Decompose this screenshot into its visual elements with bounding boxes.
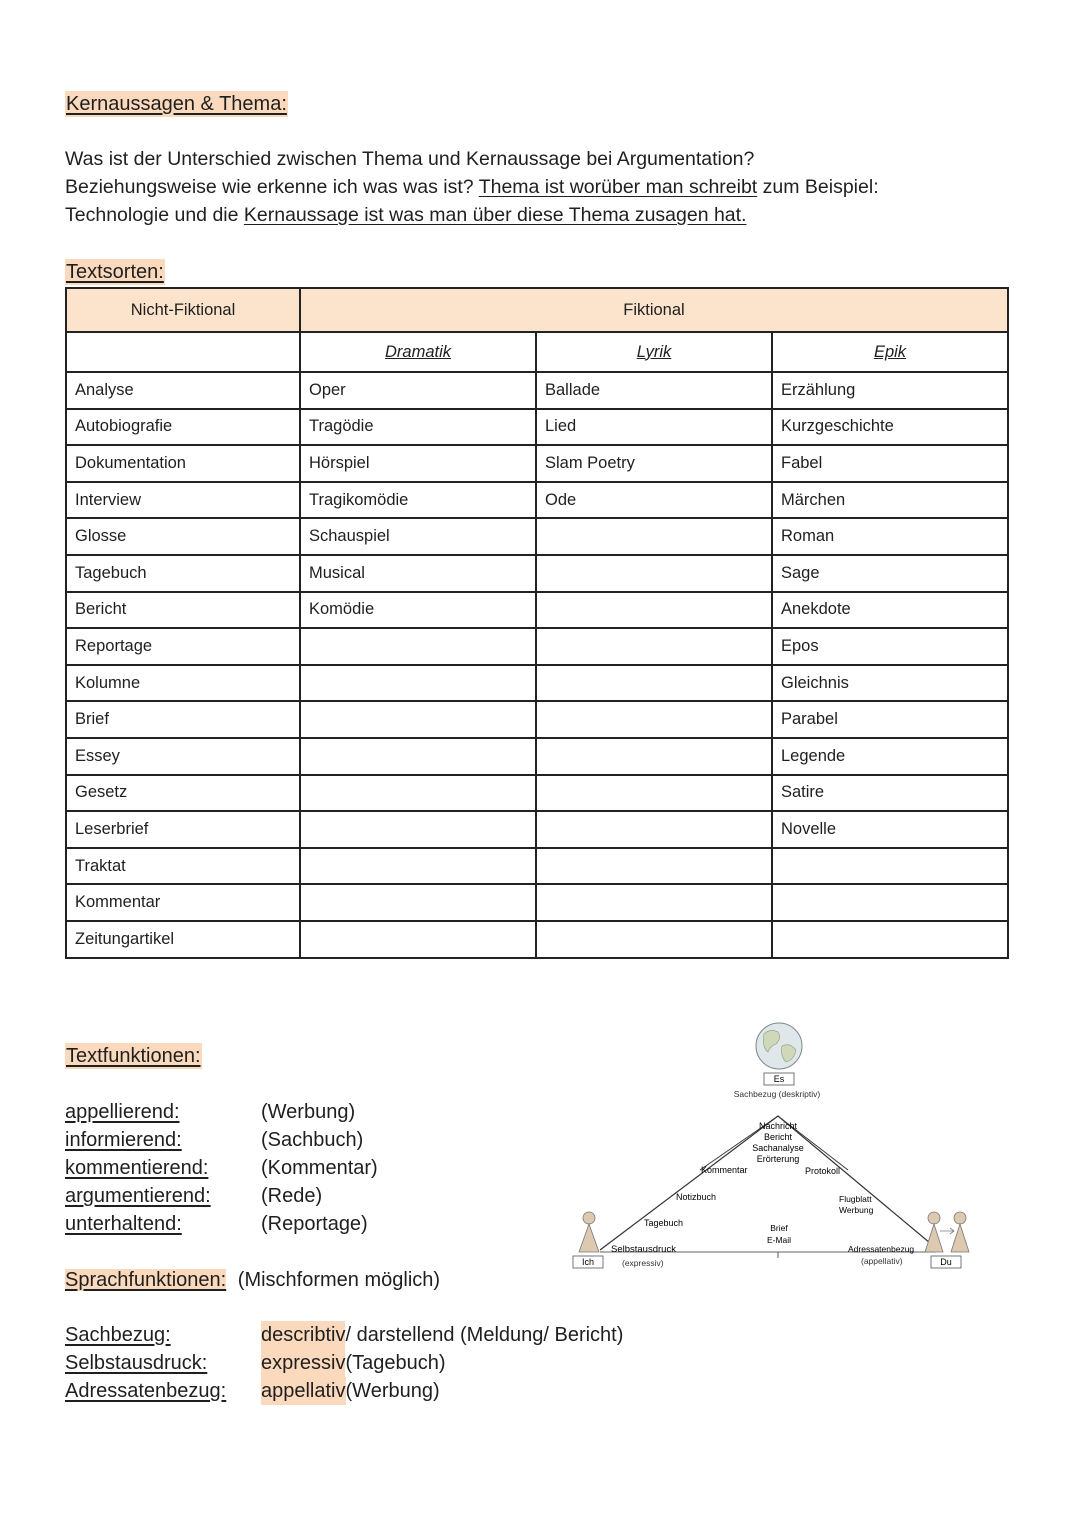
cell-nichtfiktional: Interview bbox=[66, 482, 300, 519]
sprachfunktionen-row bbox=[65, 1267, 440, 1293]
cell-nichtfiktional: Reportage bbox=[66, 628, 300, 665]
cell-lyrik bbox=[536, 848, 772, 885]
globe-icon bbox=[756, 1023, 802, 1069]
cell-dramatik: Oper bbox=[300, 372, 536, 409]
expressiv-label: (expressiv) bbox=[622, 1258, 664, 1268]
table-row bbox=[66, 738, 1008, 775]
sub-epik: Epik bbox=[772, 332, 1008, 372]
du-label: Du bbox=[940, 1257, 952, 1267]
cell-dramatik bbox=[300, 775, 536, 812]
cell-epik: Anekdote bbox=[772, 592, 1008, 629]
flugblatt-label: Flugblatt bbox=[839, 1194, 872, 1204]
bericht-label: Bericht bbox=[763, 1132, 793, 1142]
cell-dramatik: Schauspiel bbox=[300, 518, 536, 555]
cell-epik: Epos bbox=[772, 628, 1008, 665]
cell-dramatik: Komödie bbox=[300, 592, 536, 629]
brief-label: Brief bbox=[770, 1223, 788, 1233]
cell-nichtfiktional: Dokumentation bbox=[66, 445, 300, 482]
cell-dramatik bbox=[300, 701, 536, 738]
textsorten-heading: Textsorten: bbox=[66, 261, 164, 283]
kommentar-label: Kommentar bbox=[701, 1165, 748, 1175]
sub-lyrik: Lyrik bbox=[536, 332, 772, 372]
es-label: Es bbox=[773, 1074, 785, 1084]
kernaussage-definition: Kernaussage ist was man über diese Thema zusagen hat. bbox=[243, 204, 747, 226]
intro-paragraph bbox=[65, 145, 1025, 229]
cell-epik: Sage bbox=[772, 555, 1008, 592]
cell-nichtfiktional: Gesetz bbox=[66, 775, 300, 812]
cell-dramatik: Hörspiel bbox=[300, 445, 536, 482]
list-item: kommentierend: (Kommentar) bbox=[65, 1157, 378, 1179]
cell-lyrik: Lied bbox=[536, 409, 772, 446]
sachbezug-label: Sachbezug (deskriptiv) bbox=[733, 1089, 821, 1099]
cell-epik: Novelle bbox=[772, 811, 1008, 848]
cell-nichtfiktional: Essey bbox=[66, 738, 300, 775]
table-row bbox=[66, 518, 1008, 555]
sub-dramatik: Dramatik bbox=[300, 332, 536, 372]
header-fiktional: Fiktional bbox=[300, 288, 1008, 332]
cell-lyrik bbox=[536, 701, 772, 738]
cell-nichtfiktional: Traktat bbox=[66, 848, 300, 885]
cell-lyrik: Ode bbox=[536, 482, 772, 519]
table-row bbox=[66, 884, 1008, 921]
cell-lyrik bbox=[536, 775, 772, 812]
table-row bbox=[66, 555, 1008, 592]
cell-lyrik bbox=[536, 518, 772, 555]
werbung-label: Werbung bbox=[839, 1205, 874, 1215]
cell-lyrik: Ballade bbox=[536, 372, 772, 409]
du-persons-icon bbox=[925, 1212, 969, 1252]
cell-dramatik bbox=[300, 738, 536, 775]
cell-epik: Erzählung bbox=[772, 372, 1008, 409]
nachricht-label: Nachricht bbox=[758, 1121, 798, 1131]
list-item: unterhaltend: (Reportage) bbox=[65, 1213, 368, 1235]
sprachfunktionen-heading: Sprachfunktionen: bbox=[65, 1269, 227, 1291]
sprachfunktionen-list bbox=[65, 1321, 623, 1405]
protokoll-label: Protokoll bbox=[805, 1166, 841, 1176]
cell-epik: Parabel bbox=[772, 701, 1008, 738]
cell-dramatik: Musical bbox=[300, 555, 536, 592]
cell-dramatik bbox=[300, 628, 536, 665]
cell-lyrik bbox=[536, 921, 772, 958]
eroerterung-label: Erörterung bbox=[756, 1154, 800, 1164]
cell-nichtfiktional: Kommentar bbox=[66, 884, 300, 921]
email-label: E-Mail bbox=[766, 1235, 792, 1245]
intro-line-3: Technologie und die Kernaussage ist was man über diese Thema zusagen hat. bbox=[65, 204, 747, 226]
table-row bbox=[66, 592, 1008, 629]
cell-dramatik bbox=[300, 884, 536, 921]
list-item: informierend: (Sachbuch) bbox=[65, 1129, 364, 1151]
cell-dramatik bbox=[300, 811, 536, 848]
table-row bbox=[66, 848, 1008, 885]
ich-label: Ich bbox=[581, 1257, 595, 1267]
header-nicht-fiktional: Nicht-Fiktional bbox=[66, 288, 300, 332]
cell-epik: Satire bbox=[772, 775, 1008, 812]
cell-epik: Legende bbox=[772, 738, 1008, 775]
list-item: Sachbezug: describtiv / darstellend (Meldung/ Bericht) bbox=[65, 1321, 623, 1349]
cell-epik: Gleichnis bbox=[772, 665, 1008, 702]
cell-epik bbox=[772, 921, 1008, 958]
table-row bbox=[66, 482, 1008, 519]
cell-lyrik bbox=[536, 592, 772, 629]
table-row bbox=[66, 811, 1008, 848]
selbstausdruck-label: Selbstausdruck bbox=[611, 1244, 676, 1255]
cell-epik: Roman bbox=[772, 518, 1008, 555]
tagebuch-label: Tagebuch bbox=[644, 1218, 684, 1228]
cell-lyrik bbox=[536, 665, 772, 702]
textfunktionen-list bbox=[65, 1098, 378, 1238]
cell-epik: Kurzgeschichte bbox=[772, 409, 1008, 446]
cell-dramatik bbox=[300, 665, 536, 702]
cell-nichtfiktional: Brief bbox=[66, 701, 300, 738]
cell-lyrik bbox=[536, 811, 772, 848]
cell-dramatik: Tragikomödie bbox=[300, 482, 536, 519]
cell-epik bbox=[772, 848, 1008, 885]
mischformen-note: (Mischformen möglich) bbox=[237, 1269, 441, 1291]
ich-person-icon bbox=[579, 1212, 599, 1252]
list-item: argumentierend: (Rede) bbox=[65, 1185, 323, 1207]
cell-lyrik bbox=[536, 884, 772, 921]
cell-nichtfiktional: Bericht bbox=[66, 592, 300, 629]
cell-dramatik: Tragödie bbox=[300, 409, 536, 446]
table-row bbox=[66, 445, 1008, 482]
sub-empty bbox=[66, 332, 300, 372]
appellativ-label: (appellativ) bbox=[861, 1256, 903, 1266]
textfunktionen-heading: Textfunktionen: bbox=[66, 1045, 201, 1067]
cell-epik: Märchen bbox=[772, 482, 1008, 519]
cell-nichtfiktional: Autobiografie bbox=[66, 409, 300, 446]
table-row bbox=[66, 921, 1008, 958]
thema-definition: Thema ist worüber man schreibt bbox=[478, 176, 758, 198]
list-item: Selbstausdruck: expressiv (Tagebuch) bbox=[65, 1349, 623, 1377]
cell-lyrik: Slam Poetry bbox=[536, 445, 772, 482]
sachanalyse-label: Sachanalyse bbox=[752, 1143, 804, 1153]
cell-lyrik bbox=[536, 628, 772, 665]
table-row bbox=[66, 665, 1008, 702]
list-item: Adressatenbezug: appellativ (Werbung) bbox=[65, 1377, 623, 1405]
cell-nichtfiktional: Analyse bbox=[66, 372, 300, 409]
cell-nichtfiktional: Tagebuch bbox=[66, 555, 300, 592]
table-row bbox=[66, 701, 1008, 738]
cell-epik: Fabel bbox=[772, 445, 1008, 482]
cell-dramatik bbox=[300, 921, 536, 958]
intro-line-1: Was ist der Unterschied zwischen Thema und Kernaussage bei Argumentation? bbox=[65, 148, 755, 170]
textsorten-table bbox=[65, 287, 1009, 959]
cell-nichtfiktional: Zeitungartikel bbox=[66, 921, 300, 958]
table-row bbox=[66, 628, 1008, 665]
notizbuch-label: Notizbuch bbox=[676, 1192, 717, 1202]
communication-triangle-diagram bbox=[560, 1018, 980, 1278]
table-row bbox=[66, 775, 1008, 812]
kernaussagen-heading: Kernaussagen & Thema: bbox=[66, 93, 287, 115]
cell-nichtfiktional: Glosse bbox=[66, 518, 300, 555]
cell-dramatik bbox=[300, 848, 536, 885]
cell-nichtfiktional: Leserbrief bbox=[66, 811, 300, 848]
table-row bbox=[66, 372, 1008, 409]
adressatenbezug-label: Adressatenbezug bbox=[848, 1244, 915, 1254]
cell-lyrik bbox=[536, 738, 772, 775]
list-item: appellierend: (Werbung) bbox=[65, 1101, 356, 1123]
table-row bbox=[66, 409, 1008, 446]
intro-line-2: Beziehungsweise wie erkenne ich was was ist? Thema ist worüber man schreibt zum Beispiel: bbox=[65, 176, 879, 198]
cell-lyrik bbox=[536, 555, 772, 592]
cell-nichtfiktional: Kolumne bbox=[66, 665, 300, 702]
cell-epik bbox=[772, 884, 1008, 921]
